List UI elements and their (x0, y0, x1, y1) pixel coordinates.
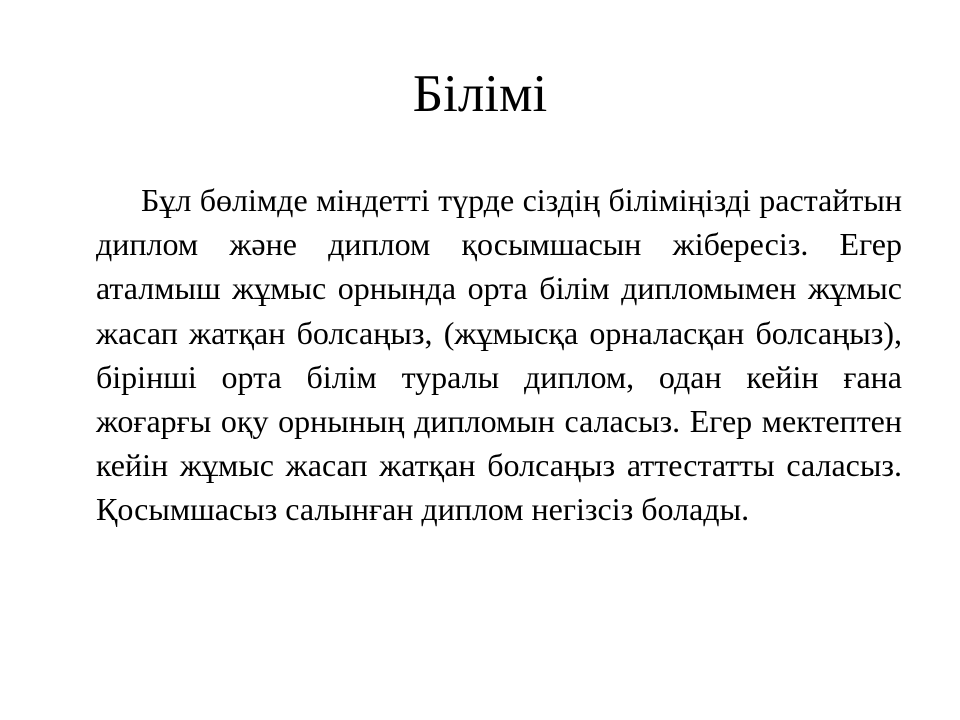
slide-title: Білімі (412, 65, 548, 123)
slide-body-text: Бұл бөлімде міндетті түрде сіздің біліміңізді растайтын диплом және диплом қосымшасын жібересіз. Егер аталмыш жұмыс орнында орта білім дипломымен жұмыс жасап жатқан болсаңыз, (жұмысқа орналасқан болсаңыз), бірінші орта білім туралы диплом, одан кейін ғана жоғарғы оқу орнының дипломын саласыз. Егер мектептен кейін жұмыс жасап жатқан болсаңыз аттестатты саласыз. Қосымшасыз салынған диплом негізсіз болады. (96, 182, 902, 528)
